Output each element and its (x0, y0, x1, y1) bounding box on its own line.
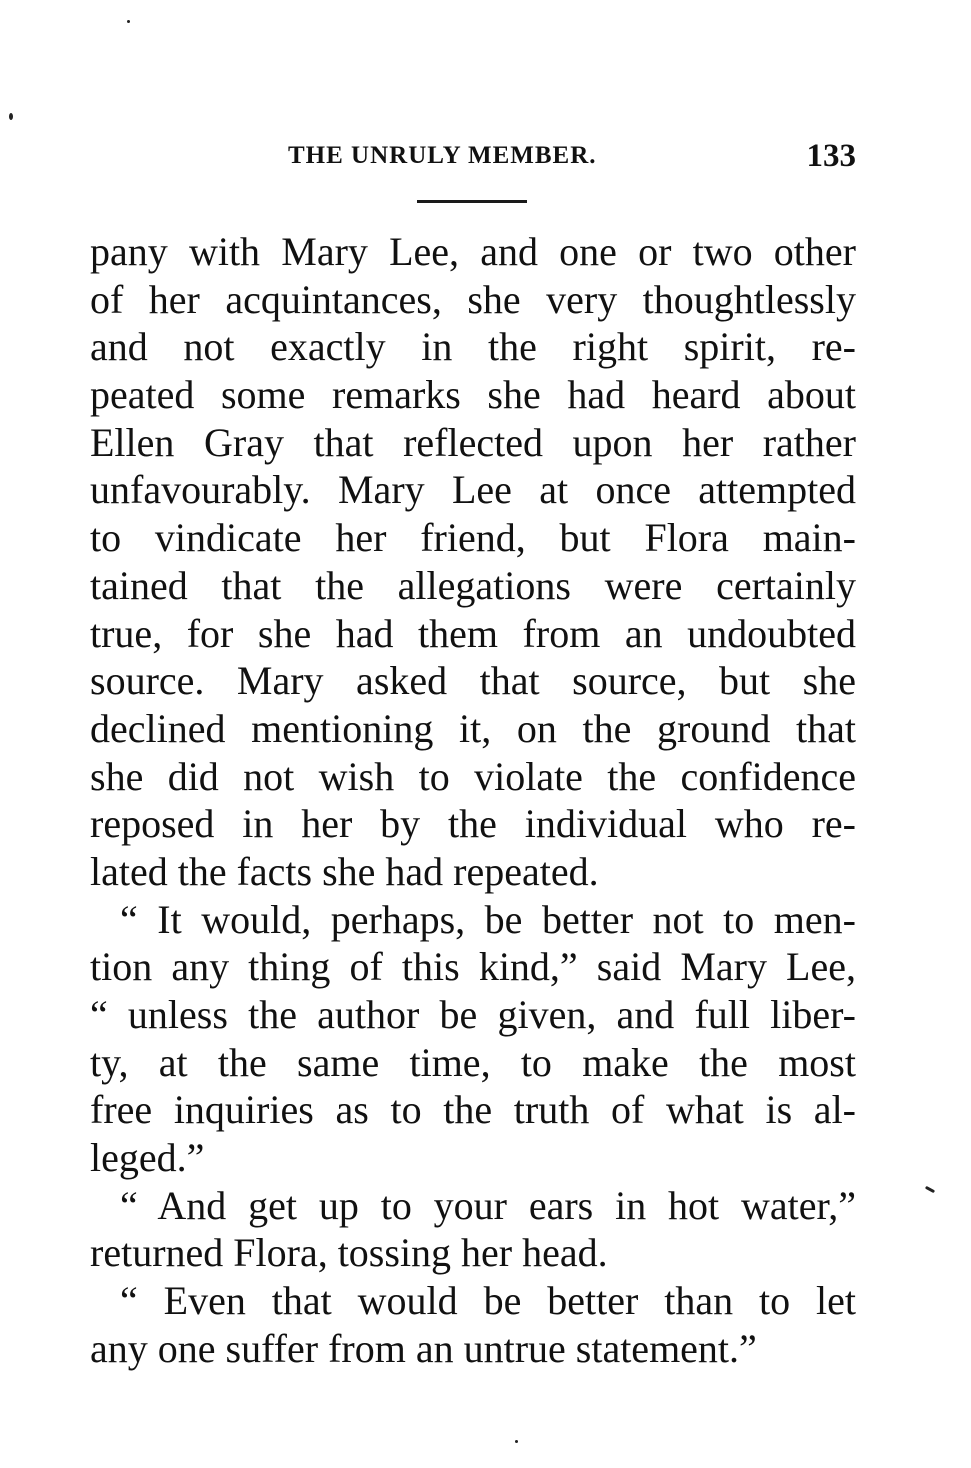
ink-speck (925, 1186, 935, 1193)
text-line: she did not wish to violate the confidence (90, 753, 856, 799)
running-header (90, 138, 856, 178)
text-line: unfavourably. Mary Lee at once attempted (90, 467, 856, 513)
text-line: tion any thing of this kind,” said Mary Lee, (90, 944, 856, 990)
text-line: true, for she had them from an undoubted (90, 610, 856, 656)
ink-speck (127, 20, 130, 23)
body-text (90, 228, 856, 1373)
text-line: pany with Mary Lee, and one or two other (90, 229, 856, 274)
text-line: Ellen Gray that reflected upon her rather (90, 419, 856, 465)
text-line: source. Mary asked that source, but she (90, 658, 856, 704)
text-line: returned Flora, tossing her head. (90, 1230, 608, 1276)
page-number: 133 (806, 138, 856, 174)
text-line: declined mentioning it, on the ground that (90, 705, 856, 751)
text-line: and not exactly in the right spirit, re- (90, 324, 856, 370)
text-line: peated some remarks she had heard about (90, 372, 856, 418)
text-line: leged.” (90, 1135, 205, 1181)
ink-speck (9, 113, 13, 120)
header-rule (417, 200, 527, 203)
text-line: “ Even that would be better than to let (120, 1278, 856, 1324)
text-line: lated the facts she had repeated. (90, 848, 599, 894)
ink-speck (515, 1440, 518, 1443)
text-line: to vindicate her friend, but Flora main- (90, 515, 856, 561)
text-line: ty, at the same time, to make the most (90, 1039, 856, 1085)
text-line: any one suffer from an untrue statement.” (90, 1325, 757, 1371)
text-line: “ unless the author be given, and full liber- (90, 992, 856, 1037)
text-line: free inquiries as to the truth of what is al- (90, 1087, 856, 1133)
running-title: THE UNRULY MEMBER. (288, 142, 597, 169)
text-line: reposed in her by the individual who re- (90, 801, 856, 847)
text-line: “ And get up to your ears in hot water,” (120, 1182, 856, 1228)
text-line: of her acquintances, she very thoughtlessly (90, 276, 856, 322)
text-line: tained that the allegations were certainly (90, 562, 856, 608)
text-line: “ It would, perhaps, be better not to men- (120, 896, 856, 942)
